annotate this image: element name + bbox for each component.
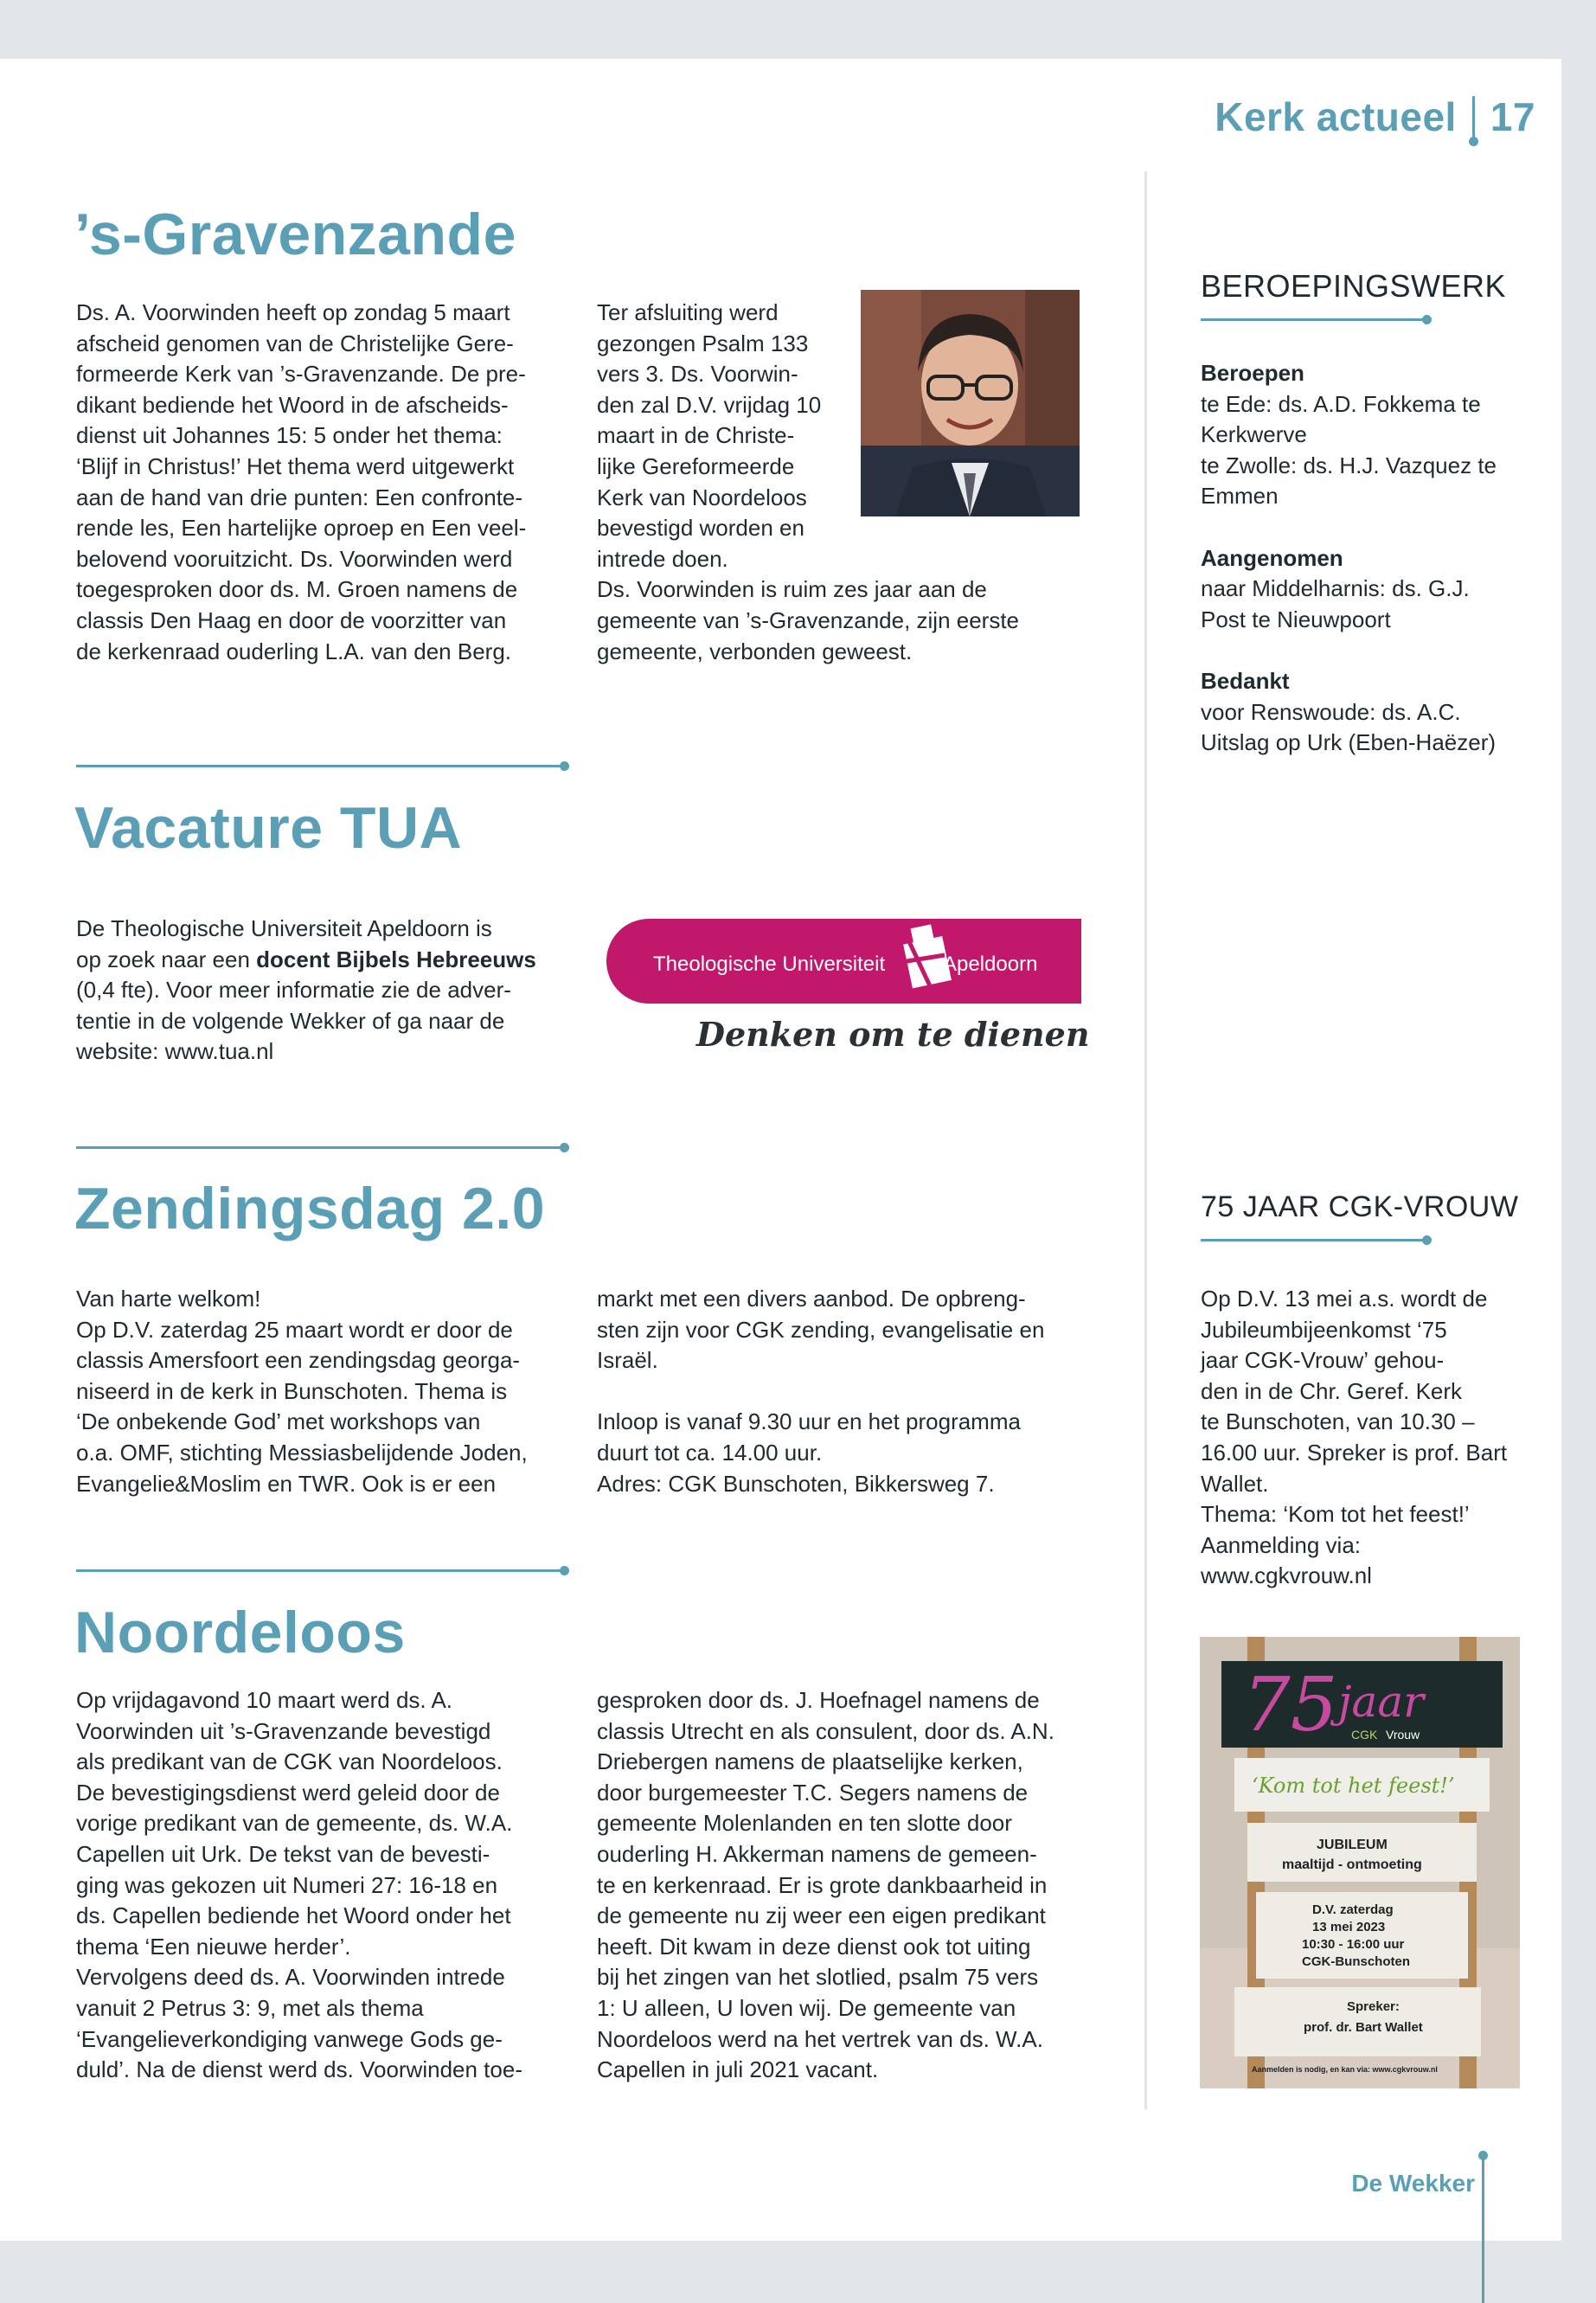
tua-logo-graphic [606, 919, 1081, 1007]
text-line: thema ‘Een nieuwe herder’. [76, 1933, 351, 1960]
beroepingswerk-list [1201, 358, 1497, 759]
poster-motto: ‘Kom tot het feest!’ [1252, 1774, 1455, 1798]
text-line: gemeente, verbonden geweest. [597, 638, 913, 664]
spacer [1201, 635, 1497, 666]
text-line: Kerk van Noordeloos [597, 484, 807, 510]
text-line: niseerd in de kerk in Bunschoten. Thema is [76, 1377, 508, 1404]
vacature-line: De Theologische Universiteit Apeldoorn is [76, 915, 492, 941]
text-line: Op D.V. zaterdag 25 maart wordt er door de [76, 1316, 513, 1343]
bedankt-line: Uitslag op Urk (Eben-Haëzer) [1201, 729, 1497, 756]
vacature-text [76, 914, 536, 1068]
text-line: Inloop is vanaf 9.30 uur en het programma [597, 1408, 1021, 1435]
poster-sign3b: prof. dr. Bart Wallet [1304, 2020, 1423, 2035]
section-rule [76, 1146, 565, 1149]
section-title: Kerk actueel [1215, 94, 1457, 139]
text-line: 1: U alleen, U loven wij. De gemeente van [597, 1994, 1016, 2021]
text-line: Voorwinden uit ’s-Gravenzande bevestigd [76, 1717, 491, 1744]
cgkvrouw-poster [1200, 1637, 1520, 2088]
text-line: gemeente van ’s-Gravenzande, zijn eerste [597, 606, 1020, 633]
beroepen-line: Kerkwerve [1201, 421, 1307, 448]
poster-sign2d: CGK-Bunschoten [1302, 1954, 1410, 1969]
spacer [1201, 512, 1497, 543]
gravenzande-title: ’s-Gravenzande [74, 202, 516, 267]
zendingsdag-title: Zendingsdag 2.0 [74, 1176, 546, 1241]
page-header [1215, 93, 1535, 140]
text-line: Aanmelding via: [1201, 1531, 1361, 1558]
text-line: www.cgkvrouw.nl [1201, 1562, 1372, 1589]
aangenomen-heading: Aangenomen [1201, 544, 1343, 571]
text-line: Vervolgens deed ds. A. Voorwinden intrede [76, 1964, 505, 1991]
noordeloos-title: Noordeloos [74, 1600, 406, 1665]
poster-brand: CGK [1351, 1728, 1378, 1742]
noordeloos-col2 [597, 1685, 1054, 2086]
text-line: gesproken door ds. J. Hoefnagel namens de [597, 1687, 1040, 1713]
text-line: sten zijn voor CGK zending, evangelisatie en [597, 1316, 1045, 1343]
text-line: Capellen uit Urk. De tekst van de bevesti- [76, 1840, 490, 1867]
poster-graphic [1200, 1637, 1520, 2088]
beroepingswerk-rule [1201, 318, 1427, 321]
vacature-website: website: www.tua.nl [76, 1038, 274, 1065]
noordeloos-col1 [76, 1685, 522, 2086]
portrait-photo [861, 290, 1080, 516]
text-line: 16.00 uur. Spreker is prof. Bart [1201, 1439, 1508, 1466]
vacature-position: docent Bijbels Hebreeuws [256, 946, 536, 972]
text-line: de kerkenraad ouderling L.A. van den Berg. [76, 638, 512, 664]
text-line: lijke Gereformeerde [597, 452, 795, 479]
text-line: gezongen Psalm 133 [597, 330, 809, 356]
text-line: te Bunschoten, van 10.30 – [1201, 1408, 1475, 1435]
poster-sign1b: maaltijd - ontmoeting [1282, 1857, 1422, 1872]
text-line: o.a. OMF, stichting Messiasbelijdende Joden, [76, 1439, 528, 1466]
text-line: ‘Evangelieverkondiging vanwege Gods ge- [76, 2025, 503, 2052]
text-line: bevestigd worden en [597, 515, 804, 542]
text-line: vers 3. Ds. Voorwin- [597, 361, 798, 388]
text-line: gemeente Molenlanden en ten slotte door [597, 1810, 1012, 1837]
text-line [597, 1376, 1044, 1408]
text-line: Evangelie&Moslim en TWR. Ook is er een [76, 1470, 497, 1497]
text-line: Adres: CGK Bunschoten, Bikkersweg 7. [597, 1470, 995, 1497]
text-line: ‘De onbekende God’ met workshops van [76, 1408, 481, 1435]
text-line: Van harte welkom! [76, 1286, 261, 1312]
text-line: vanuit 2 Petrus 3: 9, met als thema [76, 1994, 424, 2021]
tua-logo [606, 919, 1081, 1007]
text-line: Op D.V. 13 mei a.s. wordt de [1201, 1286, 1488, 1312]
page-number: 17 [1490, 94, 1535, 139]
text-line: door burgemeester T.C. Segers namens de [597, 1779, 1029, 1806]
gravenzande-col1 [76, 298, 526, 667]
cgkvrouw-text [1201, 1284, 1507, 1592]
text-line: maart in de Christe- [597, 422, 795, 449]
bedankt-line: voor Renswoude: ds. A.C. [1201, 698, 1461, 725]
aangenomen-line: Post te Nieuwpoort [1201, 606, 1391, 632]
column-divider [1144, 171, 1147, 2109]
vacature-line-pre: op zoek naar een [76, 946, 257, 972]
text-line: Capellen in juli 2021 vacant. [597, 2056, 879, 2083]
text-line: duurt tot ca. 14.00 uur. [597, 1439, 823, 1466]
poster-sign2c: 10:30 - 16:00 uur [1302, 1937, 1405, 1952]
beroepen-line: Emmen [1201, 483, 1279, 510]
poster-footer: Aanmelden is nodig, en kan via: www.cgkvrouw.nl [1252, 2065, 1438, 2074]
poster-jaar: jaar [1338, 1677, 1425, 1727]
beroepingswerk-title: BEROEPINGSWERK [1201, 268, 1507, 304]
beroepen-line: te Zwolle: ds. H.J. Vazquez te [1201, 452, 1497, 478]
poster-75: 75 [1243, 1662, 1338, 1748]
text-line: rende les, Een hartelijke oproep en Een veel- [76, 515, 527, 542]
text-line: de gemeente nu zij weer een eigen predikant [597, 1902, 1046, 1929]
portrait-illustration [861, 290, 1080, 516]
aangenomen-line: naar Middelharnis: ds. G.J. [1201, 575, 1470, 602]
section-rule [76, 765, 565, 767]
text-line: classis Amersfoort een zendingsdag georga- [76, 1347, 521, 1374]
footer-label: De Wekker [1351, 2170, 1475, 2197]
text-line: jaar CGK-Vrouw’ gehou- [1201, 1347, 1445, 1374]
beroepen-line: te Ede: ds. A.D. Fokkema te [1201, 390, 1481, 417]
text-line: toegesproken door ds. M. Groen namens de [76, 576, 518, 603]
zendingsdag-col2 [597, 1284, 1044, 1499]
vacature-line: tentie in de volgende Wekker of ga naar de [76, 1007, 505, 1034]
text-line: markt met een divers aanbod. De opbreng- [597, 1286, 1026, 1312]
text-line: De bevestigingsdienst werd geleid door de [76, 1779, 500, 1806]
text-line: aan de hand van drie punten: Een confronte- [76, 484, 523, 510]
text-line: formeerde Kerk van ’s-Gravenzande. De pre- [76, 361, 526, 388]
text-line: vorige predikant van de gemeente, ds. W.A. [76, 1810, 513, 1837]
text-line: intrede doen. [597, 545, 728, 572]
tua-slogan: Denken om te dienen [696, 1015, 1090, 1054]
section-rule [76, 1569, 565, 1572]
vacature-title: Vacature TUA [74, 795, 463, 861]
poster-sign2b: 13 mei 2023 [1312, 1920, 1386, 1934]
text-line: classis Den Haag en door de voorzitter van [76, 606, 507, 633]
text-line: Ter afsluiting werd [597, 299, 779, 325]
poster-sign2a: D.V. zaterdag [1312, 1902, 1394, 1917]
cgkvrouw-rule [1201, 1239, 1427, 1241]
text-line: duld’. Na de dienst werd ds. Voorwinden toe- [76, 2056, 522, 2083]
text-line: afscheid genomen van de Christelijke Gere- [76, 330, 514, 356]
bedankt-heading: Bedankt [1201, 667, 1290, 694]
text-line: dienst uit Johannes 15: 5 onder het thema: [76, 422, 503, 449]
text-line: ds. Capellen bediende het Woord onder het [76, 1902, 511, 1929]
footer-divider [1482, 2156, 1484, 2303]
text-line: belovend vooruitzicht. Ds. Voorwinden werd [76, 545, 513, 572]
beroepen-heading: Beroepen [1201, 360, 1304, 386]
text-line: den in de Chr. Geref. Kerk [1201, 1377, 1463, 1404]
text-line: dikant bediende het Woord in de afscheids- [76, 391, 509, 418]
text-line: Ds. Voorwinden is ruim zes jaar aan de [597, 576, 987, 603]
text-line: ‘Blijf in Christus!’ Het thema werd uitgewerkt [76, 452, 515, 479]
tua-logo-right: Apeldoorn [943, 953, 1038, 976]
header-divider [1472, 96, 1475, 138]
poster-sign1a: JUBILEUM [1317, 1838, 1388, 1852]
tua-logo-left: Theologische Universiteit [653, 953, 886, 976]
text-line: ging was gekozen uit Numeri 27: 16-18 en [76, 1871, 498, 1898]
text-line: als predikant van de CGK van Noordeloos. [76, 1748, 503, 1775]
text-line: Israël. [597, 1347, 658, 1374]
poster-brand2: Vrouw [1386, 1728, 1420, 1742]
poster-sign3a: Spreker: [1347, 1999, 1400, 2014]
text-line: Wallet. [1201, 1470, 1269, 1497]
text-line: classis Utrecht en als consulent, door ds. A.N. [597, 1717, 1054, 1744]
text-line: den zal D.V. vrijdag 10 [597, 391, 822, 418]
text-line: Op vrijdagavond 10 maart werd ds. A. [76, 1687, 453, 1713]
cgkvrouw-title: 75 JAAR CGK-VROUW [1201, 1190, 1519, 1223]
text-line: te en kerkenraad. Er is grote dankbaarheid in [597, 1871, 1048, 1898]
text-line: Ds. A. Voorwinden heeft op zondag 5 maart [76, 299, 510, 325]
text-line: bij het zingen van het slotlied, psalm 75 vers [597, 1964, 1039, 1991]
text-line: Driebergen namens de plaatselijke kerken, [597, 1748, 1023, 1775]
text-line: ouderling H. Akkerman namens de gemeen- [597, 1840, 1037, 1867]
text-line: Jubileumbijeenkomst ‘75 [1201, 1316, 1447, 1343]
vacature-line [76, 945, 536, 976]
zendingsdag-col1 [76, 1284, 528, 1499]
vacature-line: (0,4 fte). Voor meer informatie zie de adver- [76, 977, 511, 1004]
text-line: heeft. Dit kwam in deze dienst ook tot uiting [597, 1933, 1031, 1960]
text-line: Thema: ‘Kom tot het feest!’ [1201, 1501, 1470, 1528]
text-line: Noordeloos werd na het vertrek van ds. W.A. [597, 2025, 1043, 2052]
